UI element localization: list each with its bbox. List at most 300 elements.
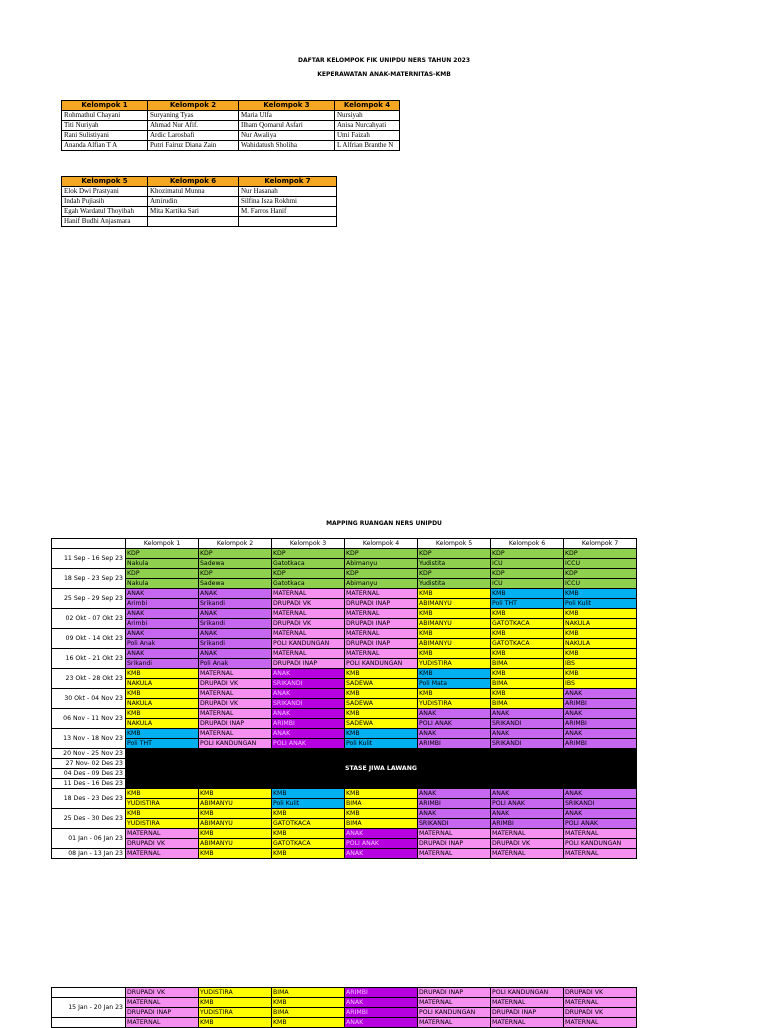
rotation-stase: ANAK	[564, 789, 637, 799]
rotation-ward: GATOTKACA	[491, 639, 564, 649]
mapping-title: MAPPING RUANGAN NERS UNIPDU	[326, 520, 442, 527]
rotation-ward: Yudistita	[418, 559, 491, 569]
mapping-header-cell: Kelompok 1	[126, 539, 199, 549]
rotation-stase: ANAK	[491, 789, 564, 799]
rotation-ward: ARIMBI	[418, 799, 491, 809]
rotation-stase: MATERNAL	[199, 689, 272, 699]
week-date: 04 Des - 09 Des 23	[52, 769, 126, 779]
rotation-ward: SADEWA	[345, 699, 418, 709]
rotation-stase: MATERNAL	[199, 709, 272, 719]
rotation-stase: KDP	[126, 569, 199, 579]
group-member-cell: Rani Sulistiyani	[62, 131, 148, 141]
group-member-cell: Umi Faizah	[335, 131, 400, 141]
rotation-stase: ANAK	[126, 589, 199, 599]
rotation-stase: ANAK	[491, 809, 564, 819]
group-member-row	[62, 187, 337, 197]
rotation-ward: ICU	[491, 559, 564, 569]
week-row-top	[52, 569, 637, 579]
rotation-ward: ARIMBI	[491, 819, 564, 829]
group-header-row	[62, 101, 400, 111]
rotation-stase: KMB	[272, 809, 345, 819]
week-row-top	[52, 669, 637, 679]
week-date: 09 Okt - 14 Okt 23	[52, 629, 126, 649]
rotation-ward: ABIMANYU	[199, 819, 272, 829]
group-member-cell: Wahidatush Sholiha	[239, 141, 335, 151]
group-member-cell: L Alfrian Branthe N	[335, 141, 400, 151]
week-date: 30 Okt - 04 Nov 23	[52, 689, 126, 709]
rotation-stase: MATERNAL	[126, 849, 199, 859]
doc-title: DAFTAR KELOMPOK FIK UNIPDU NERS TAHUN 2023	[297, 57, 471, 64]
rotation-ward: DRUPADI INAP	[199, 719, 272, 729]
doc-subtitle: KEPERAWATAN ANAK-MATERNITAS-KMB	[317, 71, 451, 78]
group-member-cell: Putri Fairuz Diana Zain	[148, 141, 239, 151]
rotation-ward: ARIMBI	[345, 988, 418, 998]
rotation-stase: ANAK	[126, 649, 199, 659]
week-row-single	[52, 849, 637, 859]
group-member-cell	[239, 217, 337, 227]
rotation-ward: DRUPADI INAP	[272, 659, 345, 669]
group-member-row	[62, 207, 337, 217]
rotation-stase: KMB	[199, 829, 272, 839]
rotation-stase: KMB	[199, 998, 272, 1008]
rotation-stase: ANAK	[491, 709, 564, 719]
rotation-ward: YUDISTIRA	[199, 1008, 272, 1018]
group-table-5-7	[61, 176, 337, 227]
rotation-stase: MATERNAL	[418, 849, 491, 859]
rotation-ward: YUDISTIRA	[126, 799, 199, 809]
rotation-ward: DRUPADI INAP	[345, 619, 418, 629]
rotation-ward: Sadewa	[199, 579, 272, 589]
rotation-stase: KMB	[345, 669, 418, 679]
rotation-ward: ABIMANYU	[418, 599, 491, 609]
partial-row	[52, 1018, 637, 1028]
rotation-ward: DRUPADI VK	[272, 599, 345, 609]
rotation-stase: KMB	[272, 849, 345, 859]
rotation-stase: KDP	[272, 569, 345, 579]
rotation-ward: Poli Kulit	[345, 739, 418, 749]
rotation-ward: Poli Mata	[418, 679, 491, 689]
rotation-stase: MATERNAL	[418, 998, 491, 1008]
rotation-stase: KMB	[199, 849, 272, 859]
group-member-cell: Ananda Alfian T A	[62, 141, 148, 151]
group-member-cell: Hanif Budhi Anjasmara	[62, 217, 148, 227]
rotation-stase: KMB	[199, 1018, 272, 1028]
rotation-ward: ARIMBI	[272, 719, 345, 729]
group-member-cell: Ahmad Nur Afif.	[148, 121, 239, 131]
rotation-ward: DRUPADI INAP	[491, 1008, 564, 1018]
mapping-header-cell: Kelompok 7	[564, 539, 637, 549]
group-member-cell: Nur Awaliya	[239, 131, 335, 141]
rotation-stase: ANAK	[345, 998, 418, 1008]
group-member-cell: M. Farros Hanif	[239, 207, 337, 217]
group-member-cell: Maria Ulfa	[239, 111, 335, 121]
group-member-cell: Indah Pujiasih	[62, 197, 148, 207]
rotation-stase: MATERNAL	[564, 829, 637, 839]
week-row-top	[52, 689, 637, 699]
week-row-top	[52, 998, 637, 1008]
week-date: 27 Nov- 02 Des 23	[52, 759, 126, 769]
rotation-stase: MATERNAL	[199, 729, 272, 739]
rotation-stase: KDP	[491, 569, 564, 579]
week-date	[52, 988, 126, 998]
rotation-ward: DRUPADI INAP	[345, 599, 418, 609]
rotation-ward: BIMA	[272, 1008, 345, 1018]
rotation-ward: POLI KANDUNGAN	[272, 639, 345, 649]
rotation-stase: ANAK	[418, 809, 491, 819]
rotation-stase: MATERNAL	[345, 609, 418, 619]
week-row-top	[52, 809, 637, 819]
rotation-ward: POLI KANDUNGAN	[491, 988, 564, 998]
rotation-ward: ABIMANYU	[418, 619, 491, 629]
group-member-cell: Titi Nuriyah	[62, 121, 148, 131]
rotation-ward: BIMA	[272, 988, 345, 998]
rotation-ward: BIMA	[491, 679, 564, 689]
rotation-stase: KMB	[491, 649, 564, 659]
continued-ward-row	[52, 988, 637, 998]
rotation-ward: YUDISTIRA	[126, 819, 199, 829]
group-member-row	[62, 121, 400, 131]
rotation-stase: KMB	[272, 1018, 345, 1028]
rotation-stase: KDP	[199, 549, 272, 559]
rotation-ward: ARIMBI	[564, 739, 637, 749]
rotation-ward: IBS	[564, 659, 637, 669]
week-row-bottom	[52, 799, 637, 809]
group-header-row	[62, 177, 337, 187]
rotation-ward: SRIKANDI	[418, 819, 491, 829]
rotation-stase: KMB	[126, 789, 199, 799]
rotation-stase: ANAK	[199, 629, 272, 639]
rotation-stase: KDP	[345, 549, 418, 559]
rotation-ward: POLI ANAK	[564, 819, 637, 829]
rotation-stase: ANAK	[126, 609, 199, 619]
rotation-stase: MATERNAL	[272, 649, 345, 659]
week-row-bottom	[52, 839, 637, 849]
rotation-stase: ANAK	[345, 849, 418, 859]
rotation-stase: KMB	[418, 589, 491, 599]
rotation-stase: KDP	[272, 549, 345, 559]
rotation-ward: Gatotkaca	[272, 559, 345, 569]
rotation-ward: ABIMANYU	[199, 799, 272, 809]
rotation-stase: KMB	[418, 629, 491, 639]
week-date: 16 Okt - 21 Okt 23	[52, 649, 126, 669]
rotation-ward: Nakula	[126, 559, 199, 569]
rotation-ward: SADEWA	[345, 719, 418, 729]
rotation-stase: KDP	[491, 549, 564, 559]
rotation-stase: ANAK	[418, 729, 491, 739]
week-date: 11 Des - 16 Des 23	[52, 779, 126, 789]
rotation-ward: NAKULA	[126, 699, 199, 709]
rotation-stase: ANAK	[199, 589, 272, 599]
rotation-stase: ANAK	[418, 709, 491, 719]
rotation-ward: POLI KANDUNGAN	[199, 739, 272, 749]
week-date: 08 Jan - 13 Jan 23	[52, 849, 126, 859]
rotation-stase: KMB	[564, 649, 637, 659]
week-date	[52, 1018, 126, 1028]
group-member-cell: Khozimatul Munna	[148, 187, 239, 197]
stase-jiwa-banner: STASE JIWA LAWANG	[126, 749, 637, 789]
rotation-stase: MATERNAL	[199, 669, 272, 679]
rotation-stase: ANAK	[418, 789, 491, 799]
rotation-stase: ANAK	[272, 669, 345, 679]
rotation-ward: BIMA	[491, 659, 564, 669]
rotation-stase: KMB	[491, 669, 564, 679]
rotation-ward: DRUPADI VK	[272, 619, 345, 629]
group-header: Kelompok 1	[62, 101, 148, 111]
rotation-stase: MATERNAL	[345, 589, 418, 599]
week-date: 18 Des - 23 Des 23	[52, 789, 126, 809]
rotation-ward: DRUPADI VK	[199, 699, 272, 709]
week-row-bottom	[52, 599, 637, 609]
rotation-stase: ANAK	[345, 1018, 418, 1028]
rotation-ward: Poli Anak	[199, 659, 272, 669]
rotation-stase: KMB	[491, 589, 564, 599]
rotation-stase: KMB	[272, 829, 345, 839]
mapping-header-cell: Kelompok 4	[345, 539, 418, 549]
rotation-stase: KMB	[491, 609, 564, 619]
rotation-stase: KMB	[491, 629, 564, 639]
rotation-stase: MATERNAL	[272, 609, 345, 619]
rotation-stase: KMB	[418, 669, 491, 679]
rotation-ward: YUDISTIRA	[418, 699, 491, 709]
rotation-stase: KDP	[564, 569, 637, 579]
week-row-top	[52, 629, 637, 639]
rotation-stase: MATERNAL	[418, 1018, 491, 1028]
week-date: 15 Jan - 20 Jan 23	[52, 998, 126, 1018]
rotation-stase: ANAK	[272, 689, 345, 699]
rotation-stase: MATERNAL	[491, 849, 564, 859]
rotation-stase: MATERNAL	[564, 1018, 637, 1028]
group-member-cell: Suryaning Tyas	[148, 111, 239, 121]
group-member-row	[62, 141, 400, 151]
rotation-stase: KMB	[199, 789, 272, 799]
week-date: 02 Okt - 07 Okt 23	[52, 609, 126, 629]
group-member-cell	[148, 217, 239, 227]
rotation-stase: ANAK	[564, 809, 637, 819]
week-row-bottom	[52, 819, 637, 829]
rotation-ward: DRUPADI VK	[564, 1008, 637, 1018]
rotation-stase: KMB	[418, 649, 491, 659]
group-table-1-4	[61, 100, 400, 151]
rotation-stase: ANAK	[272, 729, 345, 739]
rotation-ward: Poli THT	[491, 599, 564, 609]
rotation-ward: DRUPADI VK	[199, 679, 272, 689]
group-member-cell: Silfina Isza Rokhmi	[239, 197, 337, 207]
mapping-table-continued	[51, 987, 637, 1028]
rotation-ward: ARIMBI	[564, 719, 637, 729]
rotation-stase: KMB	[564, 669, 637, 679]
rotation-ward: ABIMANYU	[199, 839, 272, 849]
rotation-ward: GATOTKACA	[272, 819, 345, 829]
rotation-ward: DRUPADI INAP	[418, 839, 491, 849]
rotation-stase: ANAK	[199, 609, 272, 619]
week-row-bottom	[52, 739, 637, 749]
week-date: 06 Nov - 11 Nov 23	[52, 709, 126, 729]
rotation-ward: POLI KANDUNGAN	[564, 839, 637, 849]
rotation-stase: MATERNAL	[564, 849, 637, 859]
rotation-ward: Poli THT	[126, 739, 199, 749]
rotation-stase: KMB	[126, 669, 199, 679]
rotation-ward: Srikandi	[126, 659, 199, 669]
rotation-ward: Abimanyu	[345, 559, 418, 569]
mapping-header-cell: Kelompok 3	[272, 539, 345, 549]
rotation-stase: MATERNAL	[491, 829, 564, 839]
group-header: Kelompok 3	[239, 101, 335, 111]
rotation-stase: ANAK	[564, 689, 637, 699]
rotation-stase: KDP	[345, 569, 418, 579]
rotation-ward: SRIKANDI	[491, 739, 564, 749]
group-header: Kelompok 6	[148, 177, 239, 187]
group-member-cell: Ilham Qomarul Asfari	[239, 121, 335, 131]
rotation-ward: YUDISTIRA	[418, 659, 491, 669]
week-row-bottom	[52, 659, 637, 669]
rotation-stase: KDP	[199, 569, 272, 579]
week-row-bottom	[52, 579, 637, 589]
week-date: 18 Sep - 23 Sep 23	[52, 569, 126, 589]
rotation-stase: KDP	[564, 549, 637, 559]
week-date: 25 Des - 30 Des 23	[52, 809, 126, 829]
rotation-stase: KMB	[345, 689, 418, 699]
rotation-stase: KMB	[345, 729, 418, 739]
mapping-header-row	[52, 539, 637, 549]
rotation-ward: BIMA	[345, 819, 418, 829]
rotation-stase: KMB	[418, 689, 491, 699]
week-row-bottom	[52, 1008, 637, 1018]
rotation-ward: IBS	[564, 679, 637, 689]
group-header: Kelompok 2	[148, 101, 239, 111]
rotation-ward: SRIKANDI	[272, 679, 345, 689]
group-member-cell: Amirudin	[148, 197, 239, 207]
rotation-ward: DRUPADI VK	[491, 839, 564, 849]
rotation-ward: ICCU	[564, 579, 637, 589]
rotation-ward: Poli Kulit	[564, 599, 637, 609]
rotation-ward: Nakula	[126, 579, 199, 589]
group-member-row	[62, 197, 337, 207]
rotation-ward: DRUPADI INAP	[418, 988, 491, 998]
rotation-stase: KMB	[345, 809, 418, 819]
rotation-stase: KMB	[418, 609, 491, 619]
rotation-ward: Sadewa	[199, 559, 272, 569]
rotation-ward: Poli Anak	[126, 639, 199, 649]
week-row-top	[52, 649, 637, 659]
rotation-ward: POLI ANAK	[272, 739, 345, 749]
rotation-ward: Srikandi	[199, 619, 272, 629]
rotation-stase: KMB	[126, 689, 199, 699]
week-row-top	[52, 729, 637, 739]
week-row-bottom	[52, 639, 637, 649]
group-member-cell: Elok Dwi Prastyani	[62, 187, 148, 197]
rotation-stase: KDP	[418, 549, 491, 559]
rotation-ward: Arimbi	[126, 599, 199, 609]
rotation-ward: ABIMANYU	[418, 639, 491, 649]
rotation-ward: NAKULA	[126, 719, 199, 729]
mapping-header-cell: Kelompok 6	[491, 539, 564, 549]
rotation-ward: DRUPADI VK	[126, 988, 199, 998]
week-row-bottom	[52, 699, 637, 709]
rotation-stase: KMB	[126, 729, 199, 739]
rotation-ward: ICCU	[564, 559, 637, 569]
rotation-stase: KMB	[345, 789, 418, 799]
week-row-top	[52, 549, 637, 559]
rotation-stase: KMB	[199, 809, 272, 819]
week-date: 25 Sep - 29 Sep 23	[52, 589, 126, 609]
rotation-stase: MATERNAL	[564, 998, 637, 1008]
rotation-ward: POLI KANDUNGAN	[345, 659, 418, 669]
rotation-ward: SRIKANDI	[564, 799, 637, 809]
week-date: 11 Sep - 16 Sep 23	[52, 549, 126, 569]
group-member-cell: Nursiyah	[335, 111, 400, 121]
group-member-cell: Anisa Nurcahyati	[335, 121, 400, 131]
week-row-top	[52, 589, 637, 599]
week-row-bottom	[52, 679, 637, 689]
group-member-cell: Rohmathul Chayani	[62, 111, 148, 121]
rotation-ward: SRIKANDI	[272, 699, 345, 709]
rotation-stase: KMB	[272, 998, 345, 1008]
rotation-ward: POLI ANAK	[345, 839, 418, 849]
rotation-stase: KDP	[418, 569, 491, 579]
mapping-header-cell	[52, 539, 126, 549]
rotation-stase: KMB	[126, 809, 199, 819]
group-header: Kelompok 5	[62, 177, 148, 187]
week-row-bottom	[52, 619, 637, 629]
rotation-ward: ARIMBI	[345, 1008, 418, 1018]
rotation-stase: MATERNAL	[345, 629, 418, 639]
week-row-top	[52, 829, 637, 839]
rotation-stase: MATERNAL	[418, 829, 491, 839]
rotation-ward: BIMA	[491, 699, 564, 709]
week-date: 23 Okt - 28 Okt 23	[52, 669, 126, 689]
rotation-ward: POLI ANAK	[491, 799, 564, 809]
rotation-ward: Poli Kulit	[272, 799, 345, 809]
rotation-ward: DRUPADI INAP	[345, 639, 418, 649]
week-date: 20 Nov - 25 Nov 23	[52, 749, 126, 759]
rotation-ward: ARIMBI	[564, 699, 637, 709]
rotation-ward: NAKULA	[126, 679, 199, 689]
mapping-header-cell: Kelompok 5	[418, 539, 491, 549]
rotation-ward: GATOTKACA	[491, 619, 564, 629]
rotation-ward: BIMA	[345, 799, 418, 809]
rotation-ward: GATOTKACA	[272, 839, 345, 849]
rotation-stase: KMB	[126, 709, 199, 719]
group-member-cell: Nur Hasanah	[239, 187, 337, 197]
rotation-ward: Srikandi	[199, 599, 272, 609]
rotation-stase: KMB	[564, 589, 637, 599]
rotation-stase: MATERNAL	[345, 649, 418, 659]
rotation-stase: MATERNAL	[491, 1018, 564, 1028]
group-member-row	[62, 217, 337, 227]
rotation-ward: Arimbi	[126, 619, 199, 629]
group-header: Kelompok 7	[239, 177, 337, 187]
week-row-top	[52, 789, 637, 799]
week-row-top	[52, 609, 637, 619]
rotation-stase: ANAK	[199, 649, 272, 659]
rotation-ward: NAKULA	[564, 639, 637, 649]
rotation-stase: KMB	[272, 789, 345, 799]
group-member-cell: Mita Kartika Sari	[148, 207, 239, 217]
rotation-ward: YUDISTIRA	[199, 988, 272, 998]
rotation-stase: MATERNAL	[126, 1018, 199, 1028]
rotation-ward: Yudistita	[418, 579, 491, 589]
rotation-ward: ICU	[491, 579, 564, 589]
week-date: 13 Nov - 18 Nov 23	[52, 729, 126, 749]
rotation-stase: ANAK	[491, 729, 564, 739]
rotation-ward: Srikandi	[199, 639, 272, 649]
week-row-bottom	[52, 559, 637, 569]
week-row-top	[52, 709, 637, 719]
rotation-ward: POLI KANDUNGAN	[418, 1008, 491, 1018]
rotation-stase: KDP	[126, 549, 199, 559]
rotation-ward: DRUPADI VK	[564, 988, 637, 998]
week-date: 01 Jan - 06 Jan 23	[52, 829, 126, 849]
